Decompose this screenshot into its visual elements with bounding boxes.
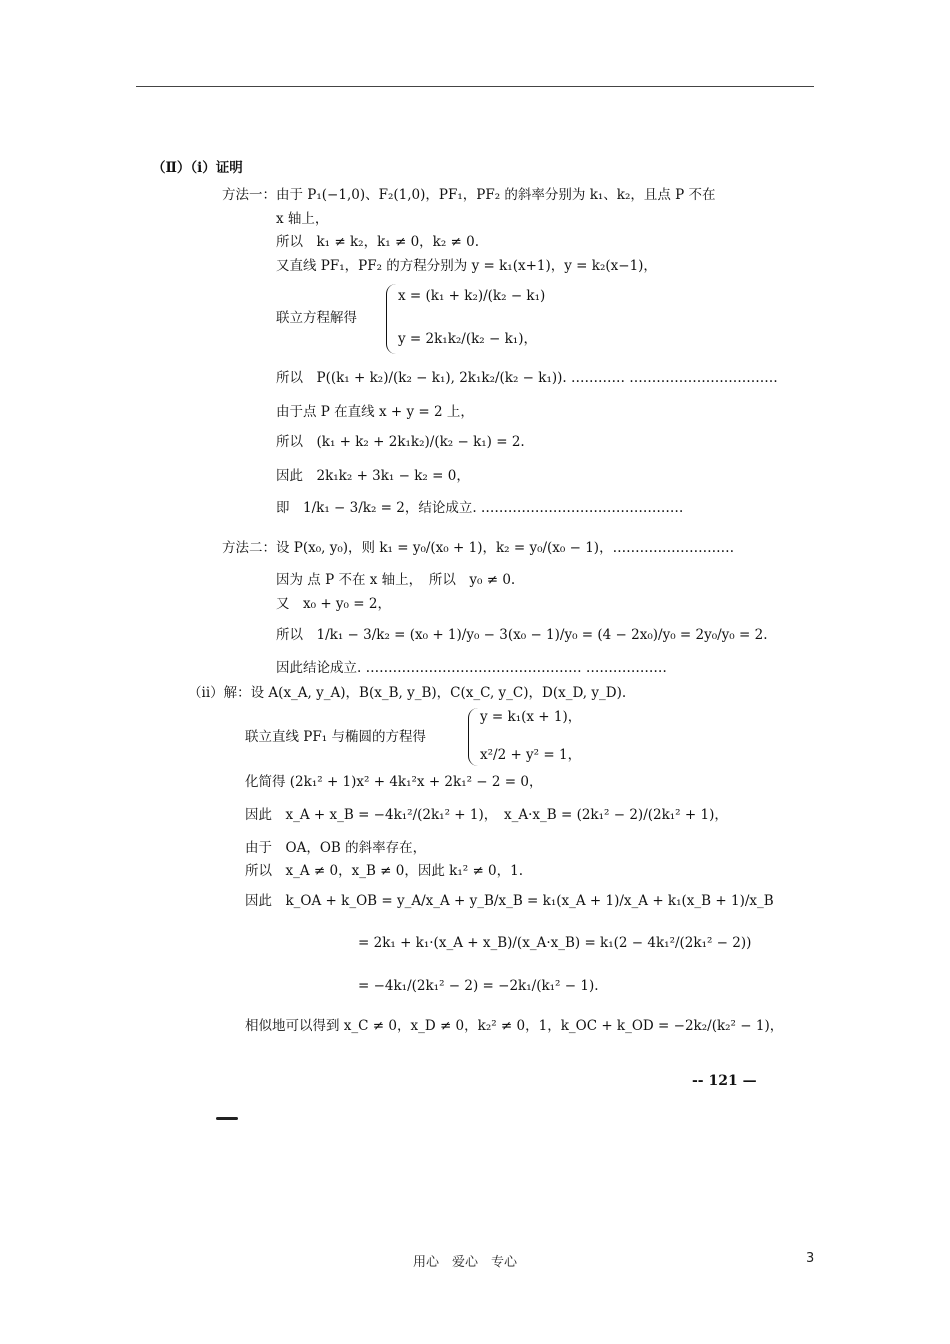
equation-line: 即 1/k₁ − 3/k₂ = 2，结论成立. ……………………………………… bbox=[276, 500, 684, 516]
equation-line: 因此 x_A + x_B = −4k₁²/(2k₁² + 1)， x_A·x_B = (2k₁² − 2)/(2k₁² + 1)， bbox=[245, 807, 728, 823]
equation-line: 因此 2k₁k₂ + 3k₁ − k₂ = 0， bbox=[276, 468, 470, 484]
part-heading: （Ⅱ）（i）证明 bbox=[152, 160, 243, 176]
text-line: 因此结论成立. ………………………………………… ……………… bbox=[276, 660, 667, 676]
part-ii-heading: （ii）解：设 A(x_A, y_A)，B(x_B, y_B)，C(x_C, y_C)，D(x_D, y_D). bbox=[188, 685, 627, 701]
scan-artifact-mark bbox=[216, 1117, 238, 1120]
text-line: x 轴上， bbox=[276, 211, 329, 227]
book-page-number: -- 121 — bbox=[692, 1073, 757, 1089]
equation-line: 所以 P((k₁ + k₂)/(k₂ − k₁), 2k₁k₂/(k₂ − k₁)). ………… …………………………… bbox=[276, 370, 778, 386]
equation-line: y = 2k₁k₂/(k₂ − k₁)， bbox=[398, 331, 537, 347]
method-two-intro: 方法二：设 P(x₀, y₀)，则 k₁ = y₀/(x₀ + 1)，k₂ = y₀/(x₀ − 1)，……………………… bbox=[222, 540, 735, 556]
text-line: 相似地可以得到 x_C ≠ 0，x_D ≠ 0，k₂² ≠ 0，1，k_OC + k_OD = −2k₂/(k₂² − 1)， bbox=[245, 1018, 784, 1034]
footer-motto: 用心 爱心 专心 bbox=[413, 1255, 518, 1270]
text-line: 又 x₀ + y₀ = 2， bbox=[276, 596, 391, 612]
equation-line: x = (k₁ + k₂)/(k₂ − k₁) bbox=[398, 288, 546, 304]
equation-line: x²/2 + y² = 1， bbox=[480, 747, 582, 763]
header-rule bbox=[136, 86, 814, 87]
text-line: 由于点 P 在直线 x + y = 2 上， bbox=[276, 404, 474, 420]
equation-line: = −4k₁/(2k₁² − 2) = −2k₁/(k₁² − 1). bbox=[358, 978, 599, 994]
equation-line: 化简得 (2k₁² + 1)x² + 4k₁²x + 2k₁² − 2 = 0， bbox=[245, 774, 543, 790]
text-line: 所以 k₁ ≠ k₂，k₁ ≠ 0，k₂ ≠ 0. bbox=[276, 234, 480, 250]
equation-line: 所以 1/k₁ − 3/k₂ = (x₀ + 1)/y₀ − 3(x₀ − 1)/y₀ = (4 − 2x₀)/y₀ = 2y₀/y₀ = 2. bbox=[276, 627, 768, 643]
equation-line: 因此 k_OA + k_OB = y_A/x_A + y_B/x_B = k₁(x_A + 1)/x_A + k₁(x_B + 1)/x_B bbox=[245, 893, 774, 909]
text-line: 因为 点 P 不在 x 轴上， 所以 y₀ ≠ 0. bbox=[276, 572, 516, 588]
footer-page-number: 3 bbox=[806, 1251, 815, 1266]
text-line: 由于 OA，OB 的斜率存在， bbox=[245, 840, 427, 856]
text-line: 联立直线 PF₁ 与椭圆的方程得 bbox=[245, 729, 426, 745]
text-line: 联立方程解得 bbox=[276, 310, 357, 326]
equation-line: y = k₁(x + 1)， bbox=[480, 709, 582, 725]
text-line: 所以 x_A ≠ 0，x_B ≠ 0，因此 k₁² ≠ 0，1. bbox=[245, 863, 524, 879]
equation-line: 所以 (k₁ + k₂ + 2k₁k₂)/(k₂ − k₁) = 2. bbox=[276, 434, 525, 450]
method-one-intro: 方法一：由于 P₁(−1,0)、F₂(1,0)，PF₁，PF₂ 的斜率分别为 k₁、k₂，且点 P 不在 bbox=[222, 187, 716, 203]
text-line: 又直线 PF₁，PF₂ 的方程分别为 y = k₁(x+1)，y = k₂(x−1)， bbox=[276, 258, 657, 274]
equation-line: = 2k₁ + k₁·(x_A + x_B)/(x_A·x_B) = k₁(2 − 4k₁²/(2k₁² − 2)) bbox=[358, 935, 752, 951]
